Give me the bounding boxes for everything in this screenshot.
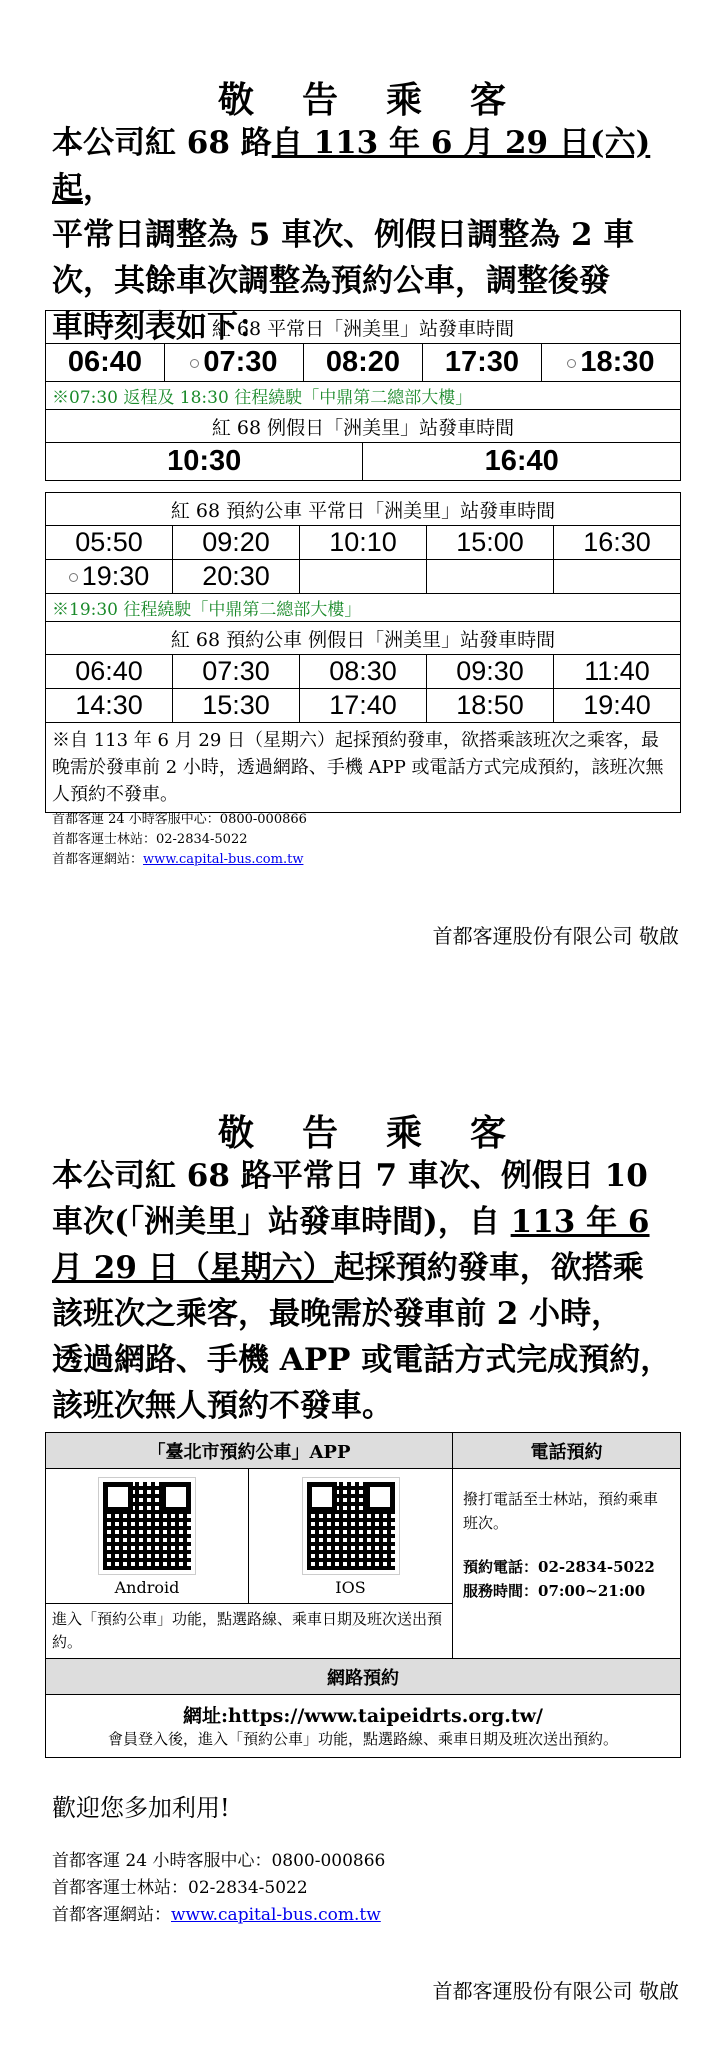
notice2-paragraph: 本公司紅 68 路平常日 7 車次、例假日 10 車次(「洲美里」站發車時間)，自 113 年 6 月 29 日（星期六）起採預約發車，欲搭乘 該班次之乘客，最晚需於發車前 2 小時， 透過網路、手機 APP 或電話方式完成預約， 該班次無人預約不發車。 (52, 1158, 672, 1424)
rsv-time: 08:30 (300, 655, 427, 689)
rsv-time: 06:40 (46, 655, 173, 689)
notice2-signature: 首都客運股份有限公司 敬啟 (432, 1979, 679, 2003)
rsv-time: 14:30 (46, 689, 173, 723)
detour-marker-icon (190, 359, 199, 368)
weekday-time: 18:30 (541, 344, 680, 382)
phone-header: 電話預約 (453, 1433, 681, 1469)
rsv-time: 07:30 (173, 655, 300, 689)
weekday-note: ※07:30 返程及 18:30 往程繞駛「中鼎第二總部大樓」 (46, 382, 681, 410)
ios-qr-code-icon[interactable] (303, 1478, 399, 1574)
rsv-note: ※自 113 年 6 月 29 日（星期六）起採預約發車，欲搭乘該班次之乘客，最晚需於發車前 2 小時，透過網路、手機 APP 或電話方式完成預約，該班次無人預約不發車。 (46, 723, 681, 813)
android-qr-cell[interactable]: Android (46, 1469, 249, 1604)
notice2-contact: 首都客運 24 小時客服中心：0800-000866 首都客運士林站：02-2834-5022 首都客運網站：www.capital-bus.com.tw (52, 1851, 386, 1925)
rsv-time: 19:40 (554, 689, 681, 723)
rsv-time: 11:40 (554, 655, 681, 689)
weekday-header: 紅 68 平常日「洲美里」站發車時間 (46, 311, 681, 344)
regular-schedule-table (45, 310, 681, 481)
holiday-time: 10:30 (46, 443, 363, 481)
web-header: 網路預約 (46, 1659, 681, 1695)
detour-marker-icon (567, 359, 576, 368)
notice1-paragraph: 本公司紅 68 路自 113 年 6 月 29 日(六)起， 平常日調整為 5 車次、例假日調整為 2 車 次，其餘車次調整為預約公車，調整後發 車時刻表如下： (52, 125, 651, 345)
weekday-time: 17:30 (422, 344, 541, 382)
rsv-time: 09:20 (173, 526, 300, 560)
weekday-time: 07:30 (164, 344, 303, 382)
website-link[interactable]: www.capital-bus.com.tw (143, 852, 304, 867)
welcome-text: 歡迎您多加利用! (52, 1794, 230, 1822)
rsv-time: 15:30 (173, 689, 300, 723)
holiday-time: 16:40 (363, 443, 681, 481)
website-link[interactable]: www.capital-bus.com.tw (171, 1905, 381, 1925)
rsv-time: 19:30 (46, 560, 173, 594)
rsv-weekday-note: ※19:30 往程繞駛「中鼎第二總部大樓」 (46, 594, 681, 622)
rsv-time: 15:00 (427, 526, 554, 560)
reservation-schedule-table (45, 492, 681, 813)
weekday-time: 08:20 (303, 344, 422, 382)
notice1-signature: 首都客運股份有限公司 敬啟 (432, 924, 679, 948)
rsv-time: 16:30 (554, 526, 681, 560)
notice1-title: 敬告乘客 (217, 79, 554, 121)
rsv-time: 17:40 (300, 689, 427, 723)
holiday-header: 紅 68 例假日「洲美里」站發車時間 (46, 410, 681, 443)
notice1-contact: 首都客運 24 小時客服中心：0800-000866 首都客運士林站：02-2834-5022 首都客運網站：www.capital-bus.com.tw (52, 812, 307, 867)
rsv-time: 20:30 (173, 560, 300, 594)
app-header: 「臺北市預約公車」APP (46, 1433, 453, 1469)
android-qr-code-icon[interactable] (99, 1478, 195, 1574)
ios-qr-cell[interactable]: IOS (249, 1469, 453, 1604)
rsv-time: 05:50 (46, 526, 173, 560)
rsv-time: 10:10 (300, 526, 427, 560)
web-url[interactable]: 網址:https://www.taipeidrts.org.tw/ (183, 1705, 543, 1727)
rsv-time: 09:30 (427, 655, 554, 689)
detour-marker-icon (69, 573, 78, 582)
web-info: 網址:https://www.taipeidrts.org.tw/ 會員登入後，進入「預約公車」功能，點選路線、乘車日期及班次送出預約。 (46, 1695, 681, 1758)
phone-info: 撥打電話至士林站，預約乘車班次。 預約電話：02-2834-5022 服務時間：07:00~21:00 (453, 1469, 681, 1659)
rsv-time: 18:50 (427, 689, 554, 723)
booking-methods-table (45, 1432, 681, 1758)
notice2-title: 敬告乘客 (217, 1112, 554, 1154)
weekday-time: 06:40 (46, 344, 165, 382)
rsv-weekday-header: 紅 68 預約公車 平常日「洲美里」站發車時間 (46, 493, 681, 526)
app-instructions: 進入「預約公車」功能，點選路線、乘車日期及班次送出預約。 (46, 1604, 453, 1659)
rsv-holiday-header: 紅 68 預約公車 例假日「洲美里」站發車時間 (46, 622, 681, 655)
